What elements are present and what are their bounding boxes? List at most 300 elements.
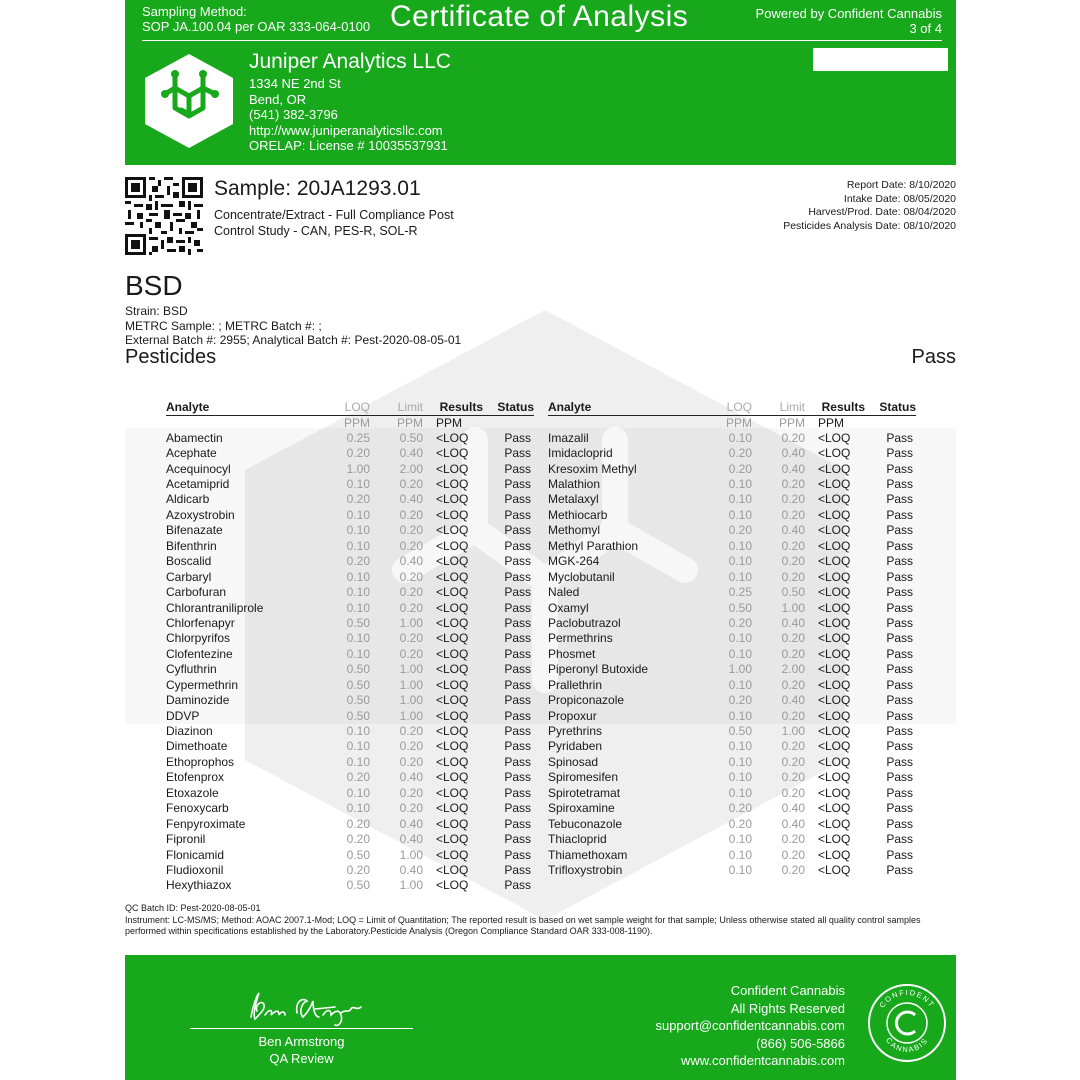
analyte-cell: Fenpyroximate bbox=[166, 816, 246, 831]
confident-cannabis-seal-icon bbox=[866, 982, 948, 1064]
analyte-cell: Chlorantraniliprole bbox=[166, 600, 264, 615]
loq-cell: 0.20 bbox=[728, 523, 752, 538]
product-meta bbox=[125, 304, 461, 348]
limit-cell: 1.00 bbox=[399, 693, 423, 708]
page-number: 3 of 4 bbox=[909, 21, 942, 36]
status-cell: Pass bbox=[886, 832, 913, 847]
status-cell: Pass bbox=[504, 785, 531, 800]
limit-cell: 0.20 bbox=[781, 646, 805, 661]
status-cell: Pass bbox=[504, 461, 531, 476]
table-row bbox=[548, 569, 916, 584]
limit-cell: 1.00 bbox=[399, 708, 423, 723]
loq-cell: 0.10 bbox=[728, 832, 752, 847]
analyte-cell: Carbofuran bbox=[166, 585, 227, 600]
analyte-cell: Naled bbox=[548, 585, 580, 600]
result-cell: <LOQ bbox=[436, 631, 469, 646]
loq-cell: 0.50 bbox=[728, 724, 752, 739]
table-row bbox=[548, 708, 916, 723]
result-cell: <LOQ bbox=[818, 538, 851, 553]
status-cell: Pass bbox=[886, 585, 913, 600]
company-website-link[interactable]: www.confidentcannabis.com bbox=[680, 1053, 845, 1068]
status-cell: Pass bbox=[504, 739, 531, 754]
sampling-label: Sampling Method: bbox=[142, 4, 247, 19]
limit-cell: 0.20 bbox=[399, 569, 423, 584]
result-cell: <LOQ bbox=[818, 615, 851, 630]
analyte-cell: Flonicamid bbox=[166, 847, 225, 862]
analyte-cell: Cyfluthrin bbox=[166, 662, 217, 677]
lab-address: 1334 NE 2nd St bbox=[249, 76, 341, 91]
result-cell: <LOQ bbox=[818, 600, 851, 615]
table-row bbox=[166, 508, 534, 523]
result-cell: <LOQ bbox=[436, 878, 469, 893]
result-cell: <LOQ bbox=[818, 739, 851, 754]
col-status: Status bbox=[865, 400, 916, 415]
status-cell: Pass bbox=[886, 615, 913, 630]
loq-cell: 0.10 bbox=[346, 569, 370, 584]
table-row bbox=[548, 647, 916, 662]
status-cell: Pass bbox=[504, 677, 531, 692]
limit-cell: 0.40 bbox=[399, 862, 423, 877]
limit-cell: 1.00 bbox=[399, 878, 423, 893]
limit-cell: 0.40 bbox=[399, 816, 423, 831]
result-cell: <LOQ bbox=[818, 724, 851, 739]
header-torn-edge bbox=[125, 159, 956, 171]
status-cell: Pass bbox=[504, 600, 531, 615]
analyte-cell: Clofentezine bbox=[166, 646, 233, 661]
table-row bbox=[166, 816, 534, 831]
certificate-page bbox=[125, 0, 956, 1080]
result-cell: <LOQ bbox=[436, 816, 469, 831]
table-row bbox=[548, 523, 916, 538]
analyte-cell: Hexythiazox bbox=[166, 878, 232, 893]
table-row bbox=[166, 616, 534, 631]
limit-cell: 0.40 bbox=[781, 816, 805, 831]
loq-cell: 0.20 bbox=[728, 446, 752, 461]
loq-cell: 0.50 bbox=[346, 847, 370, 862]
loq-cell: 0.20 bbox=[346, 832, 370, 847]
col-limit: Limit bbox=[370, 400, 423, 415]
svg-text:CONFIDENT: CONFIDENT bbox=[877, 987, 937, 1010]
limit-cell: 1.00 bbox=[399, 677, 423, 692]
rights-notice: All Rights Reserved bbox=[730, 1000, 845, 1016]
status-cell: Pass bbox=[504, 708, 531, 723]
status-cell: Pass bbox=[504, 492, 531, 507]
limit-cell: 0.40 bbox=[399, 770, 423, 785]
pesticides-table-right bbox=[548, 400, 916, 878]
loq-cell: 0.50 bbox=[346, 708, 370, 723]
limit-cell: 0.40 bbox=[399, 554, 423, 569]
section-title: Pesticides bbox=[125, 346, 217, 368]
status-cell: Pass bbox=[886, 662, 913, 677]
limit-cell: 0.20 bbox=[399, 724, 423, 739]
loq-cell: 0.10 bbox=[728, 538, 752, 553]
analysis-notes bbox=[125, 903, 960, 938]
table-row bbox=[166, 600, 534, 615]
analyte-cell: Piperonyl Butoxide bbox=[548, 662, 649, 677]
table-row bbox=[166, 585, 534, 600]
loq-cell: 0.10 bbox=[346, 754, 370, 769]
limit-cell: 0.20 bbox=[781, 785, 805, 800]
result-cell: <LOQ bbox=[436, 600, 469, 615]
status-cell: Pass bbox=[504, 646, 531, 661]
loq-cell: 0.10 bbox=[728, 477, 752, 492]
limit-cell: 0.20 bbox=[399, 754, 423, 769]
result-cell: <LOQ bbox=[818, 585, 851, 600]
analyte-cell: Fludioxonil bbox=[166, 862, 224, 877]
limit-cell: 0.20 bbox=[399, 585, 423, 600]
col-results: Results bbox=[423, 400, 483, 415]
loq-cell: 1.00 bbox=[346, 461, 370, 476]
unit-limit: PPM bbox=[396, 415, 423, 430]
status-cell: Pass bbox=[886, 523, 913, 538]
limit-cell: 2.00 bbox=[781, 662, 805, 677]
table-row bbox=[166, 770, 534, 785]
lab-phone: (541) 382-3796 bbox=[249, 107, 338, 122]
table-row bbox=[166, 647, 534, 662]
sample-title: Sample: 20JA1293.01 bbox=[214, 177, 421, 200]
loq-cell: 0.20 bbox=[728, 801, 752, 816]
status-cell: Pass bbox=[504, 585, 531, 600]
result-cell: <LOQ bbox=[436, 507, 469, 522]
result-cell: <LOQ bbox=[436, 446, 469, 461]
report-dates bbox=[783, 179, 956, 233]
limit-cell: 0.20 bbox=[781, 477, 805, 492]
analyte-cell: Malathion bbox=[548, 477, 601, 492]
limit-cell: 0.20 bbox=[781, 507, 805, 522]
table-row bbox=[548, 477, 916, 492]
instrument-method-note: Instrument: LC-MS/MS; Method: AOAC 2007.1-Mod; LOQ = Limit of Quantitation; The reported result is based on wet sample weight for that sample; Unless otherwise stated all quality control samples performed within specifications established by the Laboratory.Pesticide Analysis (Oregon Compliance Standard OAR 333-008-1190). bbox=[125, 914, 921, 936]
analyte-cell: Thiamethoxam bbox=[548, 847, 628, 862]
analyte-cell: Metalaxyl bbox=[548, 492, 599, 507]
certificate-header bbox=[125, 0, 956, 165]
loq-cell: 0.10 bbox=[728, 677, 752, 692]
limit-cell: 0.20 bbox=[399, 785, 423, 800]
status-cell: Pass bbox=[504, 862, 531, 877]
table-row bbox=[166, 755, 534, 770]
svg-text:CANNABIS: CANNABIS bbox=[884, 1035, 930, 1055]
limit-cell: 0.20 bbox=[399, 631, 423, 646]
analyte-cell: Abamectin bbox=[166, 430, 223, 445]
analyte-cell: Acephate bbox=[166, 446, 217, 461]
analyte-cell: Paclobutrazol bbox=[548, 615, 621, 630]
status-cell: Pass bbox=[886, 461, 913, 476]
analyte-cell: Chlorpyrifos bbox=[166, 631, 231, 646]
status-cell: Pass bbox=[504, 477, 531, 492]
status-cell: Pass bbox=[504, 847, 531, 862]
loq-cell: 0.10 bbox=[346, 724, 370, 739]
table-row bbox=[166, 477, 534, 492]
result-cell: <LOQ bbox=[818, 677, 851, 692]
result-cell: <LOQ bbox=[818, 461, 851, 476]
result-cell: <LOQ bbox=[818, 430, 851, 445]
result-cell: <LOQ bbox=[818, 492, 851, 507]
limit-cell: 0.40 bbox=[781, 615, 805, 630]
limit-cell: 0.20 bbox=[781, 430, 805, 445]
status-cell: Pass bbox=[886, 430, 913, 445]
status-cell: Pass bbox=[886, 770, 913, 785]
sample-description-line1: Concentrate/Extract - Full Compliance Post bbox=[214, 208, 454, 222]
unit-results: PPM bbox=[436, 415, 463, 430]
unit-row bbox=[548, 415, 916, 431]
result-cell: <LOQ bbox=[436, 554, 469, 569]
status-cell: Pass bbox=[886, 847, 913, 862]
table-row bbox=[548, 508, 916, 523]
col-status: Status bbox=[483, 400, 534, 415]
unit-loq: PPM bbox=[343, 415, 370, 430]
analyte-cell: Cypermethrin bbox=[166, 677, 239, 692]
loq-cell: 0.10 bbox=[346, 785, 370, 800]
result-cell: <LOQ bbox=[818, 754, 851, 769]
limit-cell: 0.20 bbox=[399, 538, 423, 553]
table-row bbox=[548, 832, 916, 847]
result-cell: <LOQ bbox=[818, 446, 851, 461]
analyte-cell: Phosmet bbox=[548, 646, 596, 661]
analyte-cell: Spiroxamine bbox=[548, 801, 615, 816]
analyte-cell: Bifenthrin bbox=[166, 538, 217, 553]
loq-cell: 0.10 bbox=[346, 507, 370, 522]
loq-cell: 0.25 bbox=[728, 585, 752, 600]
signature-line bbox=[190, 1028, 413, 1029]
result-cell: <LOQ bbox=[436, 754, 469, 769]
strain: Strain: BSD bbox=[125, 304, 188, 318]
product-name: BSD bbox=[125, 270, 183, 301]
result-cell: <LOQ bbox=[436, 523, 469, 538]
loq-cell: 0.50 bbox=[346, 677, 370, 692]
analyte-cell: Fenoxycarb bbox=[166, 801, 229, 816]
header-divider bbox=[142, 40, 942, 41]
status-cell: Pass bbox=[504, 507, 531, 522]
analyte-cell: Propiconazole bbox=[548, 693, 625, 708]
limit-cell: 0.20 bbox=[399, 801, 423, 816]
result-cell: <LOQ bbox=[818, 816, 851, 831]
limit-cell: 0.20 bbox=[781, 754, 805, 769]
support-email-link[interactable]: support@confidentcannabis.com bbox=[655, 1018, 845, 1033]
table-row bbox=[548, 801, 916, 816]
table-row bbox=[166, 431, 534, 446]
table-row bbox=[166, 708, 534, 723]
table-header-row bbox=[166, 400, 534, 415]
status-cell: Pass bbox=[886, 754, 913, 769]
loq-cell: 0.20 bbox=[346, 816, 370, 831]
unit-results: PPM bbox=[818, 415, 845, 430]
loq-cell: 0.10 bbox=[728, 631, 752, 646]
loq-cell: 0.10 bbox=[346, 600, 370, 615]
analyte-cell: Methomyl bbox=[548, 523, 601, 538]
limit-cell: 0.40 bbox=[781, 523, 805, 538]
limit-cell: 1.00 bbox=[399, 615, 423, 630]
page-title: Certificate of Analysis bbox=[390, 0, 689, 33]
table-row bbox=[166, 678, 534, 693]
status-cell: Pass bbox=[886, 677, 913, 692]
status-cell: Pass bbox=[886, 600, 913, 615]
table-row bbox=[166, 878, 534, 893]
powered-by-text: Powered by Confident Cannabis bbox=[755, 6, 942, 21]
status-cell: Pass bbox=[886, 446, 913, 461]
analyte-cell: Propoxur bbox=[548, 708, 597, 723]
status-cell: Pass bbox=[504, 662, 531, 677]
analyte-cell: Fipronil bbox=[166, 832, 206, 847]
result-cell: <LOQ bbox=[436, 862, 469, 877]
loq-cell: 0.20 bbox=[346, 862, 370, 877]
limit-cell: 0.20 bbox=[399, 477, 423, 492]
status-cell: Pass bbox=[504, 615, 531, 630]
lab-website-link[interactable]: http://www.juniperanalyticsllc.com bbox=[249, 122, 443, 138]
status-cell: Pass bbox=[504, 554, 531, 569]
status-cell: Pass bbox=[504, 538, 531, 553]
limit-cell: 0.40 bbox=[781, 446, 805, 461]
limit-cell: 1.00 bbox=[399, 662, 423, 677]
pesticides-table-left bbox=[166, 400, 534, 894]
analyte-cell: Carbaryl bbox=[166, 569, 212, 584]
status-cell: Pass bbox=[504, 754, 531, 769]
result-cell: <LOQ bbox=[436, 662, 469, 677]
analyte-cell: Myclobutanil bbox=[548, 569, 615, 584]
status-cell: Pass bbox=[504, 770, 531, 785]
analyte-cell: Chlorfenapyr bbox=[166, 615, 235, 630]
analyte-cell: Imidacloprid bbox=[548, 446, 613, 461]
table-row bbox=[166, 801, 534, 816]
limit-cell: 0.50 bbox=[781, 585, 805, 600]
signer-role: QA Review bbox=[269, 1051, 334, 1066]
status-cell: Pass bbox=[504, 569, 531, 584]
analyte-cell: Tebuconazole bbox=[548, 816, 623, 831]
col-loq: LOQ bbox=[716, 400, 752, 415]
result-cell: <LOQ bbox=[436, 461, 469, 476]
result-cell: <LOQ bbox=[436, 538, 469, 553]
analyte-cell: Spinosad bbox=[548, 754, 599, 769]
loq-cell: 0.20 bbox=[346, 446, 370, 461]
analyte-cell: Pyrethrins bbox=[548, 724, 603, 739]
loq-cell: 0.20 bbox=[728, 461, 752, 476]
table-row bbox=[548, 770, 916, 785]
analyte-cell: Oxamyl bbox=[548, 600, 589, 615]
confident-cannabis-contact bbox=[655, 982, 845, 1070]
sample-description-line2: Control Study - CAN, PES-R, SOL-R bbox=[214, 224, 418, 238]
table-row bbox=[166, 739, 534, 754]
result-cell: <LOQ bbox=[818, 554, 851, 569]
result-cell: <LOQ bbox=[436, 770, 469, 785]
result-cell: <LOQ bbox=[436, 615, 469, 630]
loq-cell: 0.20 bbox=[728, 816, 752, 831]
loq-cell: 0.50 bbox=[346, 693, 370, 708]
result-cell: <LOQ bbox=[436, 430, 469, 445]
result-cell: <LOQ bbox=[436, 739, 469, 754]
table-row bbox=[166, 539, 534, 554]
result-cell: <LOQ bbox=[436, 832, 469, 847]
limit-cell: 0.40 bbox=[399, 492, 423, 507]
result-cell: <LOQ bbox=[436, 477, 469, 492]
loq-cell: 0.10 bbox=[728, 554, 752, 569]
status-cell: Pass bbox=[886, 569, 913, 584]
analyte-cell: Imazalil bbox=[548, 430, 589, 445]
table-row bbox=[166, 492, 534, 507]
lab-license: ORELAP: License # 10035537931 bbox=[249, 138, 448, 153]
limit-cell: 0.20 bbox=[781, 739, 805, 754]
result-cell: <LOQ bbox=[818, 832, 851, 847]
analyte-cell: Spirotetramat bbox=[548, 785, 621, 800]
table-row bbox=[548, 631, 916, 646]
table-body-left bbox=[166, 415, 534, 894]
table-row bbox=[548, 616, 916, 631]
table-row bbox=[548, 492, 916, 507]
loq-cell: 0.10 bbox=[346, 801, 370, 816]
status-cell: Pass bbox=[886, 816, 913, 831]
status-cell: Pass bbox=[504, 430, 531, 445]
table-header-row bbox=[548, 400, 916, 415]
analyte-cell: Acequinocyl bbox=[166, 461, 231, 476]
analyte-cell: Kresoxim Methyl bbox=[548, 461, 637, 476]
analyte-cell: Prallethrin bbox=[548, 677, 603, 692]
loq-cell: 0.20 bbox=[728, 693, 752, 708]
table-row bbox=[548, 678, 916, 693]
table-row bbox=[166, 847, 534, 862]
table-row bbox=[548, 539, 916, 554]
limit-cell: 2.00 bbox=[399, 461, 423, 476]
status-cell: Pass bbox=[504, 832, 531, 847]
result-cell: <LOQ bbox=[818, 631, 851, 646]
result-cell: <LOQ bbox=[436, 801, 469, 816]
analyte-cell: Diazinon bbox=[166, 724, 213, 739]
loq-cell: 0.10 bbox=[728, 492, 752, 507]
result-cell: <LOQ bbox=[436, 569, 469, 584]
unit-row bbox=[166, 415, 534, 431]
status-cell: Pass bbox=[886, 646, 913, 661]
status-cell: Pass bbox=[886, 801, 913, 816]
loq-cell: 0.20 bbox=[346, 492, 370, 507]
table-row bbox=[548, 786, 916, 801]
table-row bbox=[548, 816, 916, 831]
loq-cell: 0.10 bbox=[346, 739, 370, 754]
signer-name: Ben Armstrong bbox=[258, 1034, 345, 1049]
result-cell: <LOQ bbox=[436, 708, 469, 723]
harvest-date: Harvest/Prod. Date: 08/04/2020 bbox=[808, 206, 956, 218]
table-row bbox=[548, 847, 916, 862]
limit-cell: 1.00 bbox=[399, 847, 423, 862]
status-cell: Pass bbox=[886, 862, 913, 877]
table-row bbox=[166, 631, 534, 646]
table-row bbox=[548, 724, 916, 739]
analyte-cell: Permethrins bbox=[548, 631, 613, 646]
loq-cell: 0.10 bbox=[346, 585, 370, 600]
table-row bbox=[548, 863, 916, 878]
result-cell: <LOQ bbox=[818, 477, 851, 492]
result-cell: <LOQ bbox=[436, 677, 469, 692]
loq-cell: 0.20 bbox=[346, 770, 370, 785]
table-row bbox=[166, 554, 534, 569]
status-cell: Pass bbox=[886, 724, 913, 739]
result-cell: <LOQ bbox=[818, 693, 851, 708]
table-row bbox=[166, 863, 534, 878]
loq-cell: 0.20 bbox=[346, 554, 370, 569]
limit-cell: 0.20 bbox=[781, 862, 805, 877]
analyte-cell: Ethoprophos bbox=[166, 754, 235, 769]
limit-cell: 0.50 bbox=[399, 430, 423, 445]
table-row bbox=[548, 693, 916, 708]
table-row bbox=[548, 739, 916, 754]
qc-batch-id: QC Batch ID: Pest-2020-08-05-01 bbox=[125, 903, 261, 913]
table-row bbox=[166, 662, 534, 677]
col-analyte: Analyte bbox=[548, 400, 716, 415]
limit-cell: 0.20 bbox=[399, 507, 423, 522]
result-cell: <LOQ bbox=[436, 724, 469, 739]
powered-by bbox=[756, 6, 942, 36]
header-blank-field bbox=[813, 48, 948, 71]
loq-cell: 0.50 bbox=[346, 662, 370, 677]
result-cell: <LOQ bbox=[818, 523, 851, 538]
loq-cell: 0.10 bbox=[346, 646, 370, 661]
status-cell: Pass bbox=[886, 693, 913, 708]
footer-torn-edge bbox=[125, 949, 956, 961]
